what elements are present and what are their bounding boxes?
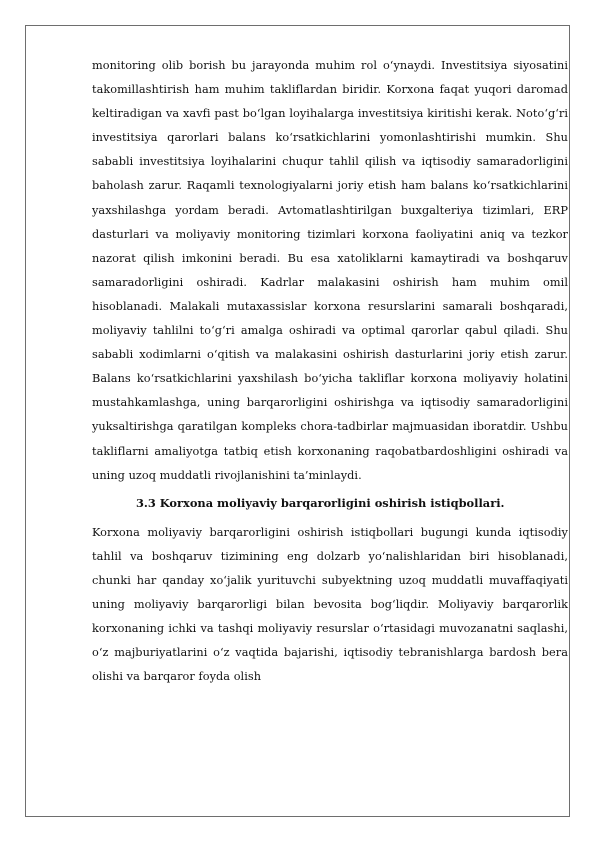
body-paragraph-1: monitoring olib borish bu jarayonda muhim rol o‘ynaydi. Investitsiya siyosatini takomillashtirish ham muhim takliflardan biridir. Korxona faqat yuqori daromad keltiradigan va xavfi past bo‘lgan loyihalarga investitsiya kiritishi kerak. Noto‘g‘ri investitsiya qarorlari balans ko‘rsatkichlarini yomonlashtirishi mumkin. Shu sababli investitsiya loyihalarini chuqur tahlil qilish va iqtisodiy samaradorligini baholash zarur. Raqamli texnologiyalarni joriy etish ham balans ko‘rsatkichlarini yaxshilashga yordam beradi. Avtomatlashtirilgan buxgalteriya tizimlari, ERP dasturlari va moliyaviy monitoring tizimlari korxona faoliyatini aniq va tezkor nazorat qilish imkonini beradi. Bu esa xatoliklarni kamaytiradi va boshqaruv samaradorligini oshiradi. Kadrlar malakasini oshirish ham muhim omil hisoblanadi. Malakali mutaxassislar korxona resurslarini samarali boshqaradi, moliyaviy tahlilni to‘g‘ri amalga oshiradi va optimal qarorlar qabul qiladi. Shu sababli xodimlarni o‘qitish va malakasini oshirish dasturlarini joriy etish zarur. Balans ko‘rsatkichlarini yaxshilash bo‘yicha takliflar korxona moliyaviy holatini mustahkamlashga, uning barqarorligini oshirishga va iqtisodiy samaradorligini yuksaltirishga qaratilgan kompleks chora-tadbirlar majmuasidan iboratdir. Ushbu takliflarni amaliyotga tatbiq etish korxonaning raqobatbardoshligini oshiradi va uning uzoq muddatli rivojlanishini ta’minlaydi. bbox=[92, 59, 568, 482]
body-paragraph-2: Korxona moliyaviy barqarorligini oshirish istiqbollari bugungi kunda iqtisodiy tahlil va boshqaruv tizimining eng dolzarb yo‘nalishlaridan biri hisoblanadi, chunki har qanday xo‘jalik yurituvchi subyektning uzoq muddatli muvaffaqiyati uning moliyaviy barqarorligi bilan bevosita bog‘liqdir. Moliyaviy barqarorlik korxonaning ichki va tashqi moliyaviy resurslar o‘rtasidagi muvozanatni saqlashi, o‘z majburiyatlarini o‘z vaqtida bajarishi, iqtisodiy tebranishlarga bardosh bera olishi va barqaror foyda olish bbox=[92, 525, 568, 684]
page-content bbox=[92, 54, 568, 689]
section-heading: 3.3 Korxona moliyaviy barqarorligini oshirish istiqbollari. bbox=[136, 495, 505, 510]
